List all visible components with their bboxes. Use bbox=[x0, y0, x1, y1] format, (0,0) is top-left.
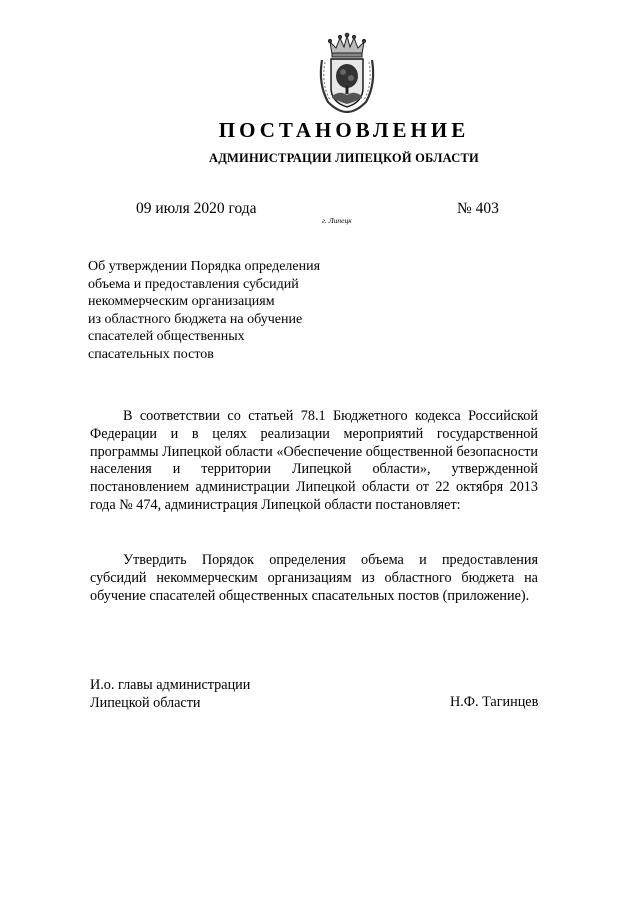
document-subject bbox=[88, 258, 358, 363]
signatory-name: Н.Ф. Тагинцев bbox=[450, 694, 539, 710]
preamble-paragraph: В соответствии со статьей 78.1 Бюджетного кодекса Российской Федерации и в целях реализации мероприятий государственной программы Липецкой области «Обеспечение общественной безопасности населения и территории Липецкой области», утвержденной постановлением администрации Липецкой области от 22 октября 2013 года № 474, администрация Липецкой области постановляет: bbox=[90, 408, 538, 513]
subject-line: из областного бюджета на обучение bbox=[88, 311, 303, 327]
signatory-position-line: Липецкой области bbox=[90, 695, 201, 711]
document-place: г. Липецк bbox=[322, 216, 352, 225]
subject-line: спасательных постов bbox=[88, 346, 214, 362]
document-number: № 403 bbox=[457, 200, 499, 217]
signatory-position-line: И.о. главы администрации bbox=[90, 677, 251, 693]
document-date: 09 июля 2020 года bbox=[136, 200, 257, 217]
subject-line: спасателей общественных bbox=[88, 329, 245, 344]
document-type-title: ПОСТАНОВЛЕНИЕ bbox=[218, 118, 470, 142]
resolution-paragraph: Утвердить Порядок определения объема и предоставления субсидий некоммерческим организациям из областного бюджета на обучение спасателей общественных спасательных постов (приложение). bbox=[90, 552, 538, 604]
coat-of-arms-icon bbox=[316, 32, 378, 114]
signatory-position bbox=[90, 676, 250, 712]
issuing-organization: АДМИНИСТРАЦИИ ЛИПЕЦКОЙ ОБЛАСТИ bbox=[209, 151, 479, 165]
subject-line: объема и предоставления субсидий bbox=[88, 276, 299, 292]
subject-line: Об утверждении Порядка определения bbox=[88, 259, 321, 274]
subject-line: некоммерческим организациям bbox=[88, 294, 275, 309]
